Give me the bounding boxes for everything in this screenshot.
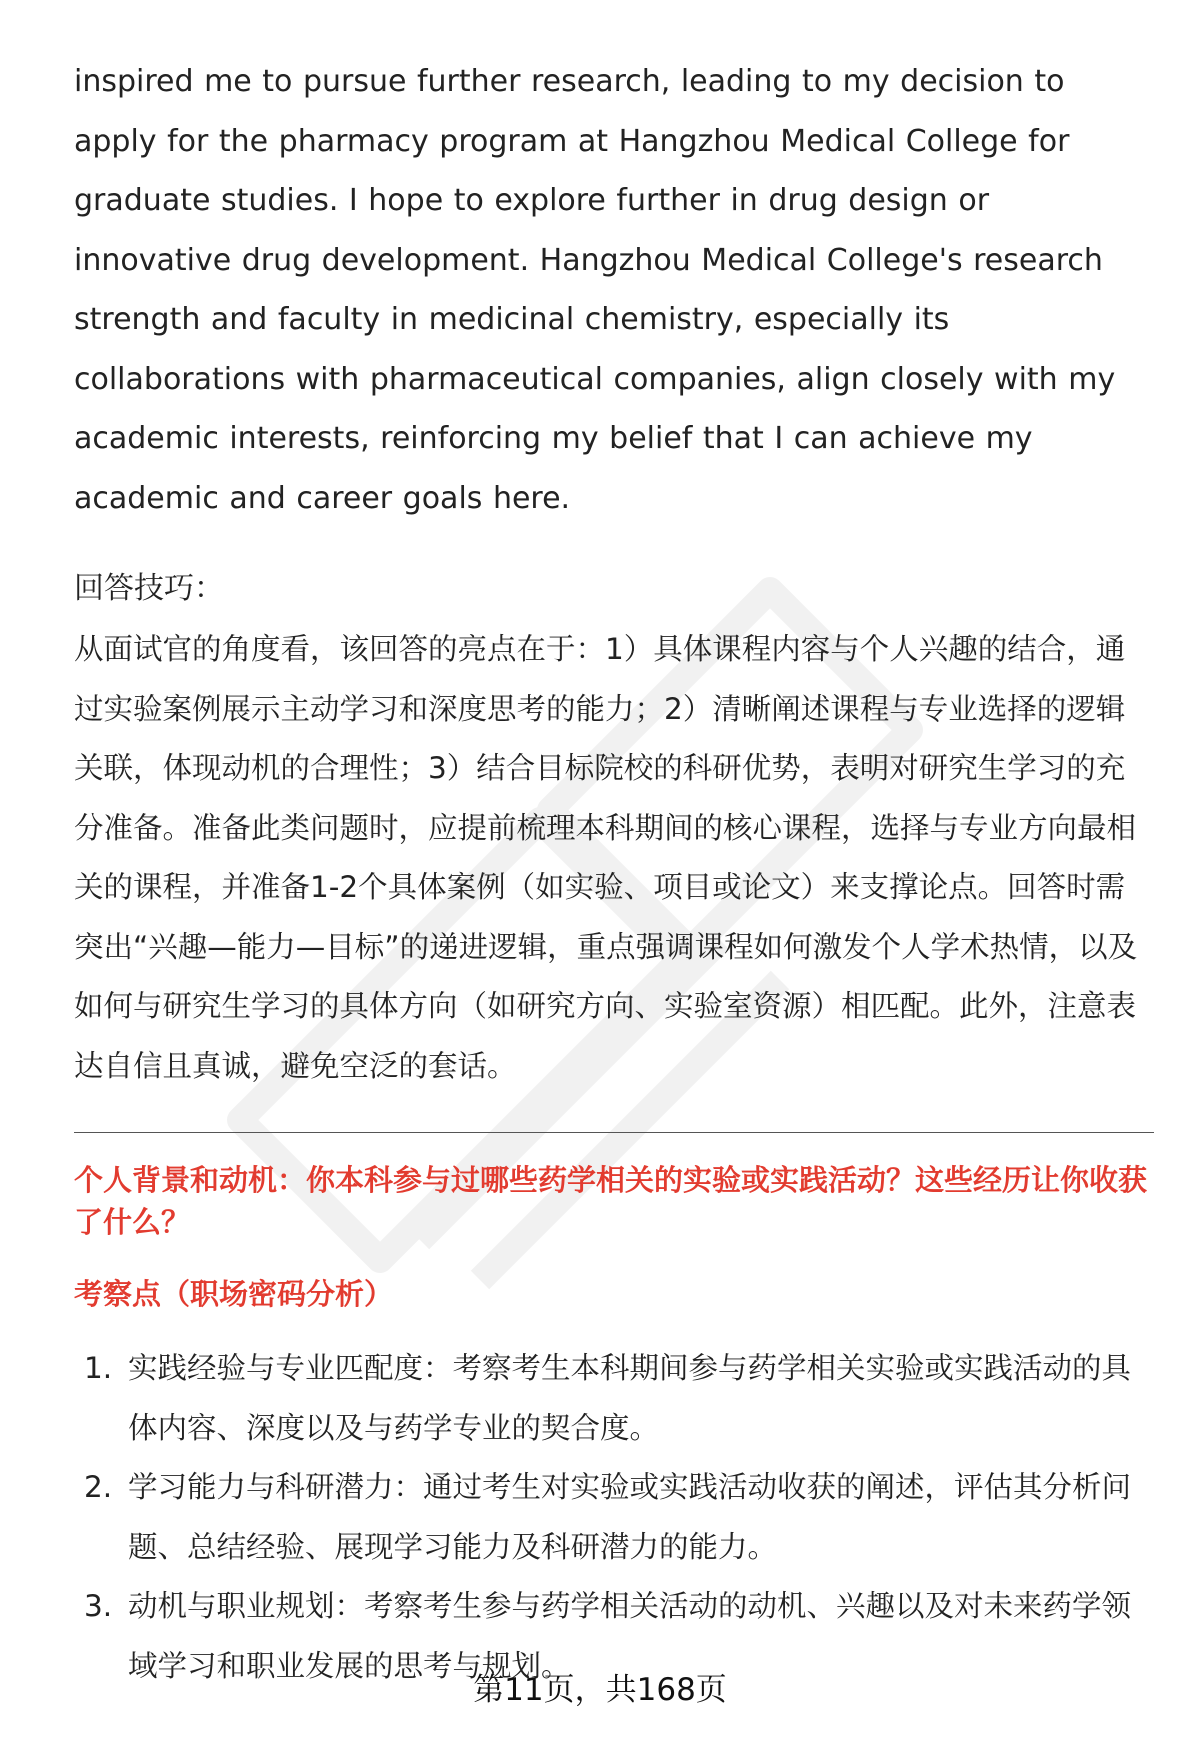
- list-item-number: 1.: [84, 1351, 113, 1385]
- interview-question: 个人背景和动机：你本科参与过哪些药学相关的实验或实践活动？这些经历让你收获了什么？: [74, 1163, 1148, 1239]
- analysis-points-list: [74, 1339, 1154, 1696]
- analysis-heading: 考察点（职场密码分析）: [74, 1277, 394, 1311]
- list-item: [74, 1458, 1154, 1577]
- list-item-number: 3.: [84, 1589, 113, 1623]
- document-page: [74, 52, 1154, 1696]
- section-divider: [74, 1132, 1154, 1133]
- list-item: [74, 1339, 1154, 1458]
- intro-paragraph: inspired me to pursue further research, leading to my decision to apply for the pharmacy program at Hangzhou Medical College for graduate studies. I hope to explore further in drug design or innovative drug development. Hangzhou Medical College's research strength and faculty in medicinal chemistry, especially its collaborations with pharmaceutical companies, align closely with my academic interests, reinforcing my belief that I can achieve my academic and career goals here.: [74, 64, 1116, 516]
- list-item-text: 学习能力与科研潜力：通过考生对实验或实践活动收获的阐述，评估其分析问题、总结经验、展现学习能力及科研潜力的能力。: [128, 1470, 1132, 1564]
- list-item-text: 动机与职业规划：考察考生参与药学相关活动的动机、兴趣以及对未来药学领域学习和职业发展的思考与规划。: [128, 1589, 1132, 1683]
- list-item-number: 2.: [84, 1470, 113, 1504]
- list-item-text: 实践经验与专业匹配度：考察考生本科期间参与药学相关实验或实践活动的具体内容、深度以及与药学专业的契合度。: [128, 1351, 1132, 1445]
- page-footer: 第11页，共168页: [473, 1672, 727, 1708]
- tips-label: 回答技巧：: [74, 571, 224, 606]
- tips-paragraph: 从面试官的角度看，该回答的亮点在于：1）具体课程内容与个人兴趣的结合，通过实验案例展示主动学习和深度思考的能力；2）清晰阐述课程与专业选择的逻辑关联，体现动机的合理性；3）结合目标院校的科研优势，表明对研究生学习的充分准备。准备此类问题时，应提前梳理本科期间的核心课程，选择与专业方向最相关的课程，并准备1-2个具体案例（如实验、项目或论文）来支撑论点。回答时需突出“兴趣—能力—目标”的递进逻辑，重点强调课程如何激发个人学术热情，以及如何与研究生学习的具体方向（如研究方向、实验室资源）相匹配。此外，注意表达自信且真诚，避免空泛的套话。: [74, 632, 1138, 1083]
